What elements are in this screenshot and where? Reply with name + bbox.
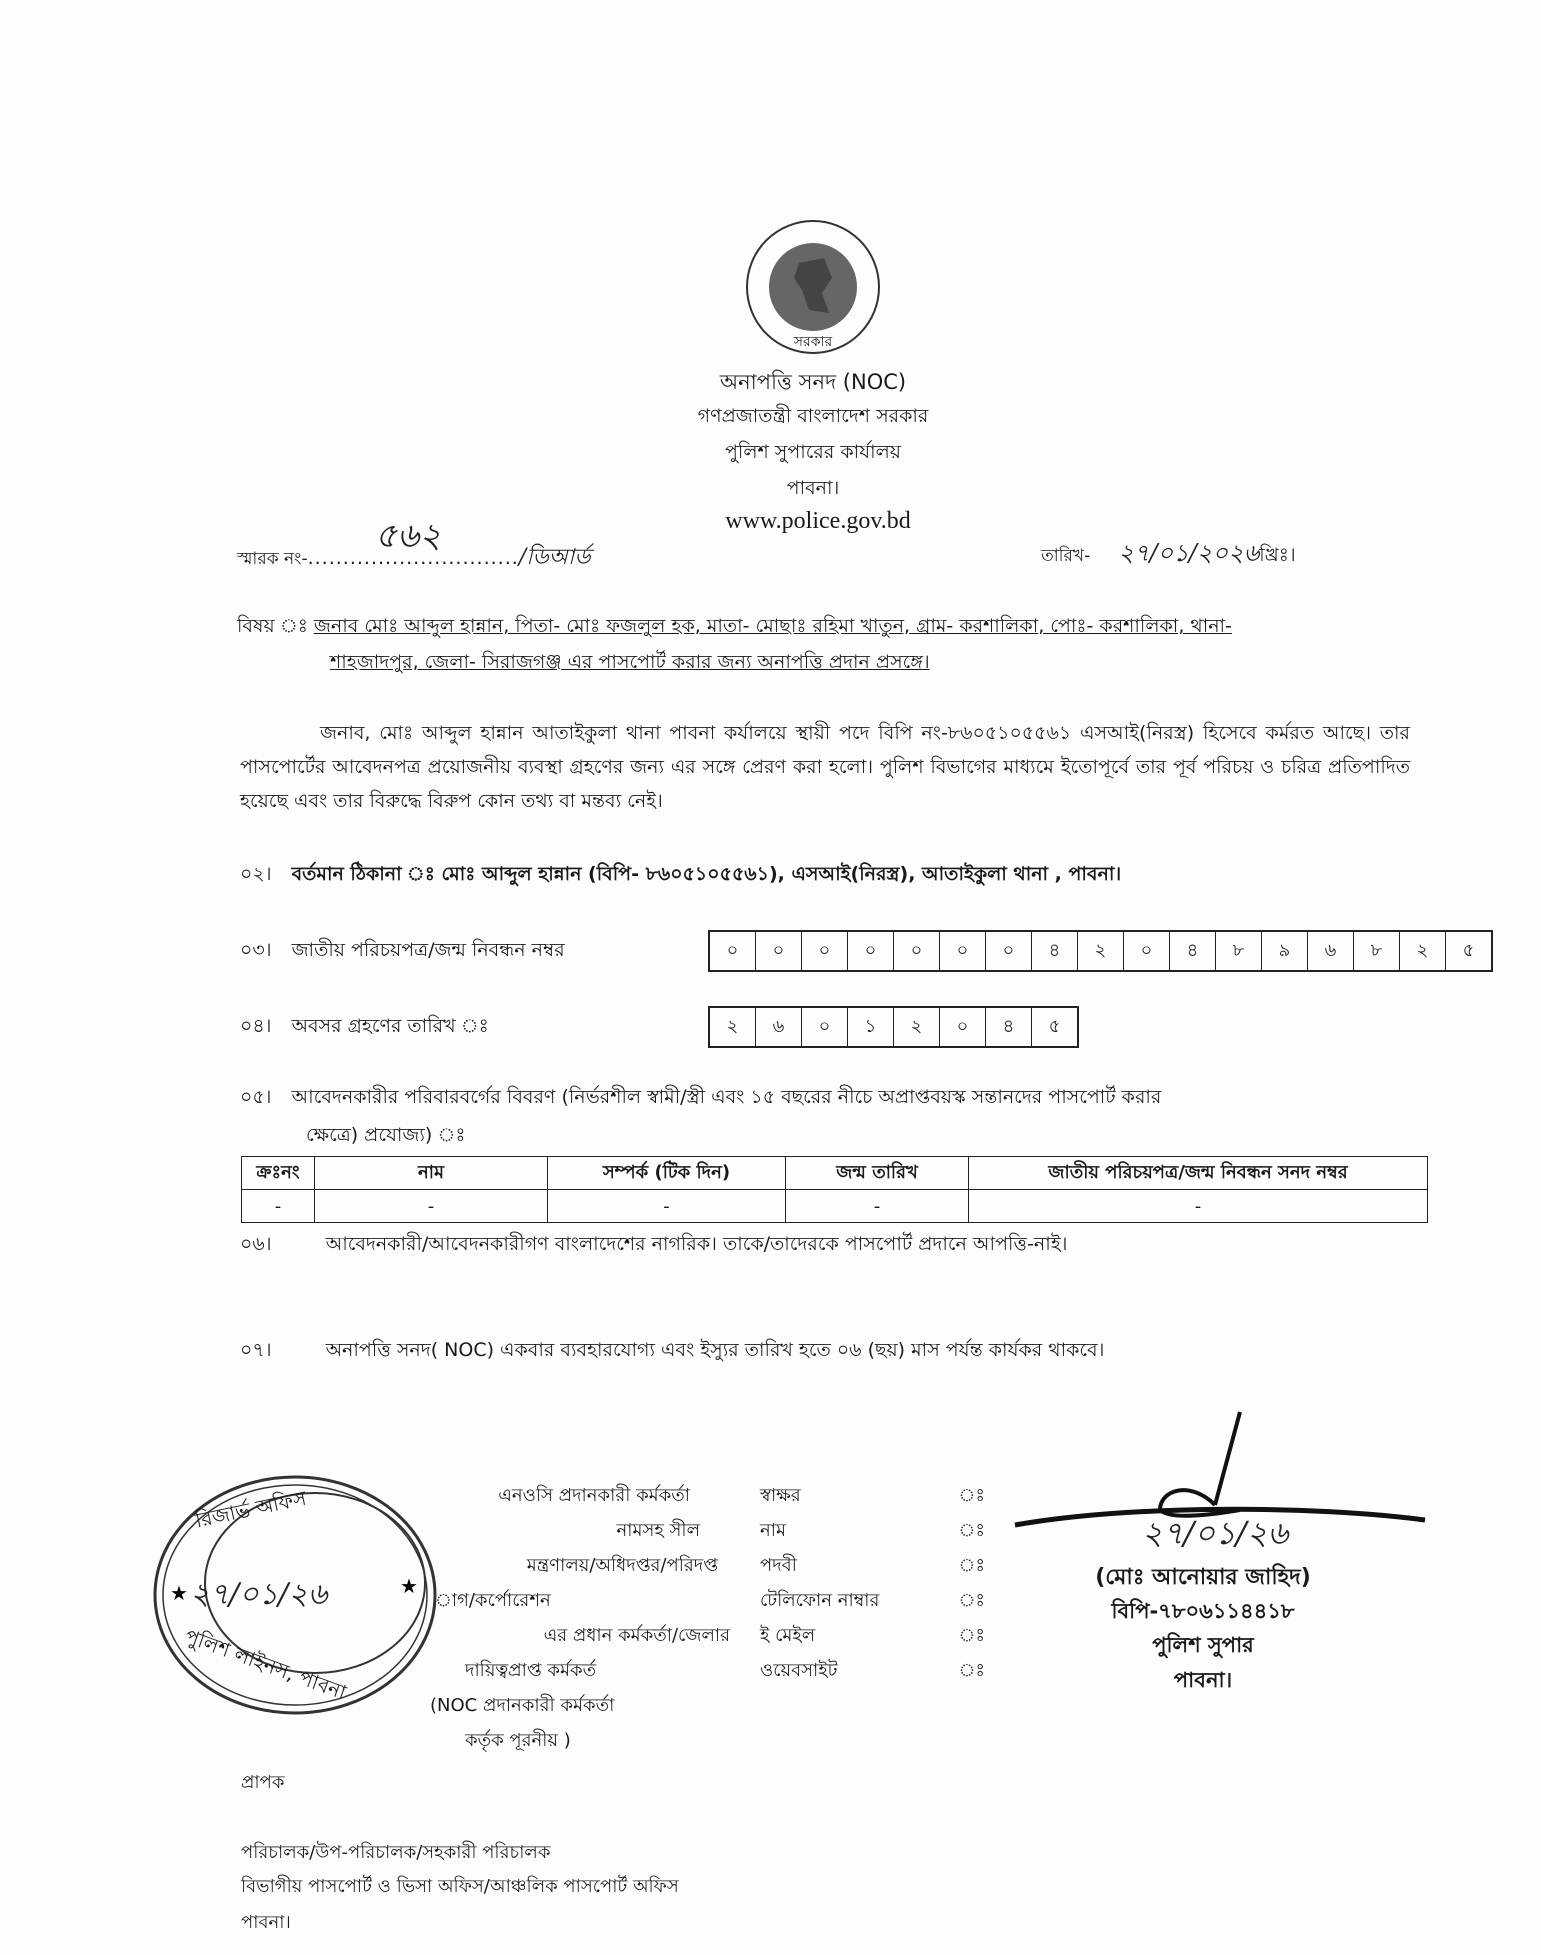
- officer-left-lines: [380, 1478, 730, 1758]
- field-row: [760, 1548, 985, 1583]
- col-serial: ক্রঃনং: [242, 1157, 315, 1190]
- item-03: [240, 936, 565, 968]
- col-relation: সম্পর্ক (টিক দিন): [548, 1157, 786, 1190]
- memo-label: স্মারক নং-: [237, 549, 308, 569]
- item-07: [240, 1336, 1104, 1368]
- office-location: পাবনা।: [786, 477, 840, 499]
- item-number: ০২।: [240, 863, 272, 885]
- signature-date: ২৭/০১/২৬: [1141, 1514, 1289, 1552]
- field-row: [760, 1513, 985, 1548]
- svg-text:★: ★: [400, 1574, 418, 1598]
- item-number: ০৬।: [240, 1233, 272, 1255]
- field-label: টেলিফোন নাম্বার: [760, 1590, 880, 1611]
- body-paragraph: জনাব, মোঃ আব্দুল হান্নান আতাইকুলা থানা পাবনা কর্যালয়ে স্থায়ী পদে বিপি নং-৮৬০৫১০৫৫৬১ এসআই(নিরস্ত্র) হিসেবে কর্মরত আছে। তার পাসপোর্টের আবেদনপত্র প্রয়োজনীয় ব্যবস্থা গ্রহণের জন্য এর সঙ্গে প্রেরণ করা হলো। পুলিশ বিভাগের মাধ্যমে ইতোপূর্বে তার পূর্ব পরিচয় ও চরিত্র প্রতিপাদিত হয়েছে এবং তার বিরুদ্ধে বিরুপ কোন তথ্য বা মন্তব্য নেই।: [240, 722, 1410, 812]
- field-label: ওয়েবসাইট: [760, 1660, 838, 1681]
- cell: -: [786, 1190, 969, 1223]
- cell: -: [242, 1190, 315, 1223]
- family-table: [241, 1156, 1428, 1223]
- field-row: [760, 1478, 985, 1513]
- item-number: ০৩।: [240, 939, 272, 961]
- digit-box: ০: [894, 932, 940, 970]
- current-address: বর্তমান ঠিকানা ঃ মোঃ আব্দুল হান্নান (বিপি- ৮৬০৫১০৫৫৬১), এসআই(নিরস্ত্র), আতাইকুলা থানা , পাবনা।: [291, 863, 1122, 885]
- digit-box: ০: [710, 932, 756, 970]
- colon: ঃ: [958, 1520, 985, 1541]
- field-row: [760, 1653, 985, 1688]
- cell: -: [969, 1190, 1428, 1223]
- office-name: পুলিশ সুপারের কার্যালয়: [725, 441, 901, 463]
- family-details-label-2: ক্ষেত্রে) প্রযোজ্য) ঃ: [306, 1124, 466, 1146]
- field-label: ই মেইল: [760, 1625, 816, 1646]
- date-value: ২৭/০১/২০২৬: [1118, 539, 1260, 567]
- officer-line: এর প্রধান কর্মকর্তা/জেলার: [543, 1625, 730, 1646]
- item-number: ০৭।: [240, 1339, 272, 1361]
- colon: ঃ: [958, 1590, 985, 1611]
- digit-box: ৪: [986, 1008, 1032, 1046]
- col-birthdate: জন্ম তারিখ: [786, 1157, 969, 1190]
- digit-box: ৬: [756, 1008, 802, 1046]
- date-line: [1041, 535, 1296, 575]
- item-number: ০৪।: [240, 1015, 272, 1037]
- document-title: অনাপত্তি সনদ (NOC): [719, 370, 907, 394]
- recipient-line-2: বিভাগীয় পাসপোর্ট ও ভিসা অফিস/আঞ্চলিক পাসপোর্ট অফিস: [241, 1876, 679, 1897]
- officer-fields: [760, 1478, 985, 1688]
- recipient-line-1: পরিচালক/উপ-পরিচালক/সহকারী পরিচালক: [241, 1842, 551, 1863]
- cell: -: [315, 1190, 548, 1223]
- stamp-top-text: রিজার্ভ অফিস: [193, 1485, 309, 1533]
- field-label: পদবী: [760, 1555, 797, 1576]
- digit-box: ৫: [1048, 1015, 1061, 1037]
- digit-box: ০: [848, 932, 894, 970]
- citizenship-statement: আবেদনকারী/আবেদনকারীগণ বাংলাদেশের নাগরিক। তাকে/তাদেরকে পাসপোর্ট প্রদানে আপত্তি-নাই।: [325, 1233, 1068, 1255]
- colon: ঃ: [958, 1625, 985, 1646]
- officer-line: (NOC প্রদানকারী কর্মকর্তা: [430, 1695, 615, 1716]
- stamp-bottom-text: পুলিশ লাইনস, পাবনা: [181, 1623, 350, 1705]
- family-details-label: আবেদনকারীর পরিবারবর্গের বিবরণ (নির্ভরশীল স্বামী/স্ত্রী এবং ১৫ বছরের নীচে অপ্রাপ্তবয়স্ক সন্তানদের পাসপোর্ট করার: [291, 1086, 1162, 1108]
- digit-box: ১: [848, 1008, 894, 1046]
- digit-box: ২: [894, 1008, 940, 1046]
- memo-dots: ..............................: [307, 547, 519, 569]
- subject-text-2: শাহজাদপুর, জেলা- সিরাজগঞ্জ এর পাসপোর্ট করার জন্য অনাপত্তি প্রদান প্রসঙ্গে।: [330, 651, 930, 673]
- svg-text:★: ★: [170, 1581, 188, 1605]
- digit-box: ০: [802, 1008, 848, 1046]
- digit-box: ২: [1400, 932, 1446, 970]
- cell: -: [548, 1190, 786, 1223]
- subject-line-1: [237, 612, 1232, 644]
- table-header-row: [242, 1157, 1428, 1190]
- field-label: নাম: [760, 1520, 786, 1541]
- digit-box: ৮: [1354, 932, 1400, 970]
- signer-designation: পুলিশ সুপার: [1152, 1633, 1254, 1657]
- colon: ঃ: [958, 1660, 985, 1681]
- item-04: [240, 1012, 489, 1044]
- digit-box: ৫: [1462, 939, 1475, 961]
- digit-box: ০: [756, 932, 802, 970]
- digit-box: ০: [802, 932, 848, 970]
- retirement-date-label: অবসর গ্রহণের তারিখ ঃ: [291, 1015, 489, 1037]
- website: www.police.gov.bd: [725, 508, 911, 534]
- digit-box: ৪: [1170, 932, 1216, 970]
- officer-line: মন্ত্রণালয়/অধিদপ্তর/পরিদপ্ত: [526, 1555, 718, 1576]
- subject-text-1: জনাব মোঃ আব্দুল হান্নান, পিতা- মোঃ ফজলুল হক, মাতা- মোছাঃ রহিমা খাতুন, গ্রাম- করশালিকা, পোঃ- করশালিকা, থানা-: [313, 615, 1232, 637]
- field-row: [760, 1618, 985, 1653]
- digit-box: ০: [940, 1008, 986, 1046]
- signer-name: (মোঃ আনোয়ার জাহিদ): [1095, 1565, 1311, 1590]
- nid-number-boxes: [708, 930, 1493, 972]
- memo-suffix: /ডিআর্ড: [518, 545, 591, 570]
- date-label: তারিখ-: [1041, 546, 1091, 566]
- digit-box: ৬: [1308, 932, 1354, 970]
- officer-line: নামসহ সীল: [616, 1520, 700, 1541]
- col-nid: জাতীয় পরিচয়পত্র/জন্ম নিবন্ধন সনদ নম্বর: [969, 1157, 1428, 1190]
- field-row: [760, 1583, 985, 1618]
- digit-box: ২: [1078, 932, 1124, 970]
- seal-bottom-text: সরকার: [793, 334, 833, 350]
- officer-line: এনওসি প্রদানকারী কর্মকর্তা: [498, 1485, 690, 1506]
- subject-label: বিষয় ঃ: [237, 615, 308, 637]
- item-number: ০৫।: [240, 1086, 272, 1108]
- col-name: নাম: [315, 1157, 548, 1190]
- recipient-line-3: পাবনা।: [241, 1912, 291, 1933]
- validity-statement: অনাপত্তি সনদ( NOC) একবার ব্যবহারযোগ্য এবং ইস্যুর তারিখ হতে ০৬ (ছয়) মাস পর্যন্ত কার্যকর থাকবে।: [325, 1339, 1105, 1361]
- digit-box: ২: [710, 1008, 756, 1046]
- officer-line: দায়িত্বপ্রাপ্ত কর্মকর্ত: [465, 1660, 597, 1681]
- digit-box: ০: [1124, 932, 1170, 970]
- signer-bp: বিপি-৭৮০৬১১৪৪১৮: [1111, 1599, 1295, 1623]
- officer-line: কর্তৃক পূরনীয় ): [465, 1730, 571, 1751]
- nid-label: জাতীয় পরিচয়পত্র/জন্ম নিবন্ধন নম্বর: [291, 939, 565, 961]
- digit-box: ০: [986, 932, 1032, 970]
- item-05: [240, 1083, 1161, 1115]
- digit-box: ০: [940, 932, 986, 970]
- colon: ঃ: [958, 1485, 985, 1506]
- item-06: [240, 1230, 1067, 1262]
- digit-box: ৯: [1262, 932, 1308, 970]
- field-label: স্বাক্ষর: [760, 1485, 801, 1506]
- date-suffix: খ্রিঃ।: [1259, 544, 1296, 566]
- retirement-date-boxes: [708, 1006, 1079, 1048]
- officer-line: াগ/কর্পোরেশন: [435, 1590, 551, 1611]
- government-name: গণপ্রজাতন্ত্রী বাংলাদেশ সরকার: [697, 405, 929, 427]
- colon: ঃ: [958, 1555, 985, 1576]
- stamp-date: ২৭/০১/২৬: [190, 1577, 328, 1612]
- recipient-label: প্রাপক: [241, 1772, 285, 1793]
- memo-number: ৫৬২: [375, 516, 442, 556]
- item-02: [240, 860, 1121, 892]
- digit-box: ৮: [1216, 932, 1262, 970]
- digit-box: ৪: [1032, 932, 1078, 970]
- table-row: [242, 1190, 1428, 1223]
- signer-location: পাবনা।: [1173, 1668, 1233, 1692]
